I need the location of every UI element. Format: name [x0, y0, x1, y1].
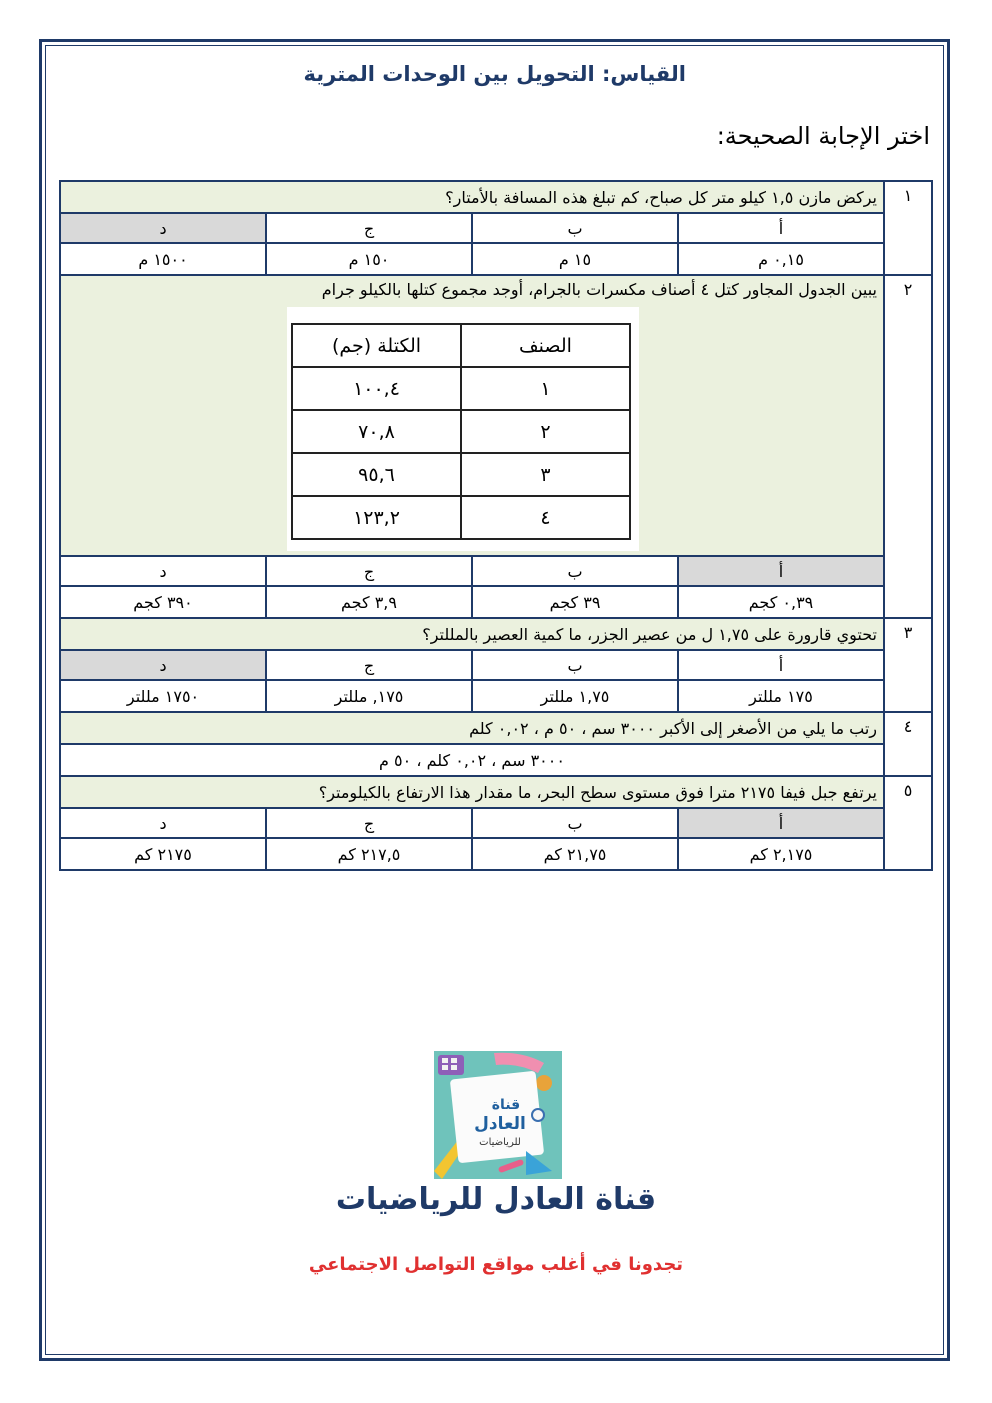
logo-text-line2: العادل	[474, 1114, 526, 1134]
question-1-text: يركض مازن ١,٥ كيلو متر كل صباح، كم تبلغ هذه المسافة بالأمتار؟	[60, 181, 884, 213]
mass-table-figure	[287, 307, 639, 551]
choice-label-b: ب	[472, 650, 678, 680]
choice-label-a: أ	[678, 213, 884, 243]
answer-3c[interactable]: ١٧٥, مللتر	[266, 680, 472, 712]
answer-3b[interactable]: ١,٧٥ مللتر	[472, 680, 678, 712]
mass-table-cell: ٢	[461, 410, 630, 453]
question-2-labels-row	[60, 556, 932, 586]
choice-label-a: أ	[678, 650, 884, 680]
answer-3d[interactable]: ١٧٥٠ مللتر	[60, 680, 266, 712]
question-2-number: ٢	[884, 275, 932, 618]
question-1-number: ١	[884, 181, 932, 275]
question-1-answers-row	[60, 243, 932, 275]
question-3-answers-row	[60, 680, 932, 712]
answer-5d[interactable]: ٢١٧٥ كم	[60, 838, 266, 870]
choice-label-b: ب	[472, 556, 678, 586]
answer-4-line[interactable]: ٣٠٠٠ سم ، ٠,٠٢ كلم ، ٥٠ م	[60, 744, 884, 776]
instruction-text: اختر الإجابة الصحيحة:	[716, 122, 930, 150]
mass-table-cell: ١٠٠,٤	[292, 367, 461, 410]
choice-label-b: ب	[472, 808, 678, 838]
quiz-table	[59, 180, 933, 871]
answer-1c[interactable]: ١٥٠ م	[266, 243, 472, 275]
choice-label-d: د	[60, 808, 266, 838]
question-2-cell	[60, 275, 884, 556]
answer-1b[interactable]: ١٥ م	[472, 243, 678, 275]
question-5-text: يرتفع جبل فيفا ٢١٧٥ مترا فوق مستوى سطح البحر، ما مقدار هذا الارتفاع بالكيلومتر؟	[60, 776, 884, 808]
social-media-note: تجدونا في أغلب مواقع التواصل الاجتماعي	[308, 1254, 684, 1275]
question-3-row	[60, 618, 932, 650]
question-5-row	[60, 776, 932, 808]
question-2-text: يبين الجدول المجاور كتل ٤ أصناف مكسرات بالجرام، أوجد مجموع كتلها بالكيلو جرام	[321, 280, 877, 299]
question-2-answers-row	[60, 586, 932, 618]
question-1-labels-row	[60, 213, 932, 243]
question-1-row	[60, 181, 932, 213]
question-5-answers-row	[60, 838, 932, 870]
choice-label-d-correct: د	[60, 213, 266, 243]
choice-label-c: ج	[266, 556, 472, 586]
choice-label-d-correct: د	[60, 650, 266, 680]
answer-2a[interactable]: ٠,٣٩ كجم	[678, 586, 884, 618]
channel-name: قناة العادل للرياضيات	[335, 1182, 657, 1217]
question-4-text: رتب ما يلي من الأصغر إلى الأكبر ٣٠٠٠ سم ، ٥٠ م ، ٠,٠٢ كلم	[60, 712, 884, 744]
answer-1d[interactable]: ١٥٠٠ م	[60, 243, 266, 275]
question-2-row	[60, 275, 932, 556]
logo-text-line1: قناة	[491, 1097, 521, 1113]
logo-text-line3: للرياضيات	[479, 1137, 521, 1148]
choice-label-a-correct: أ	[678, 808, 884, 838]
answer-5a[interactable]: ٢,١٧٥ كم	[678, 838, 884, 870]
question-4-row	[60, 712, 932, 744]
mass-table-cell: ٤	[461, 496, 630, 539]
answer-2d[interactable]: ٣٩٠ كجم	[60, 586, 266, 618]
mass-table-cell: ٧٠,٨	[292, 410, 461, 453]
question-4-answer-row	[60, 744, 932, 776]
mass-table-cell: ١	[461, 367, 630, 410]
mass-table-cell: ٣	[461, 453, 630, 496]
answer-5c[interactable]: ٢١٧,٥ كم	[266, 838, 472, 870]
answer-2c[interactable]: ٣,٩ كجم	[266, 586, 472, 618]
answer-3a[interactable]: ١٧٥ مللتر	[678, 680, 884, 712]
choice-label-c: ج	[266, 650, 472, 680]
answer-2b[interactable]: ٣٩ كجم	[472, 586, 678, 618]
question-3-labels-row	[60, 650, 932, 680]
channel-logo	[434, 1051, 562, 1179]
choice-label-d: د	[60, 556, 266, 586]
choice-label-c: ج	[266, 808, 472, 838]
choice-label-c: ج	[266, 213, 472, 243]
page-title: القياس: التحويل بين الوحدات المترية	[303, 62, 686, 86]
answer-1a[interactable]: ٠,١٥ م	[678, 243, 884, 275]
mass-table-cell: ٩٥,٦	[292, 453, 461, 496]
mass-table-header-mass: الكتلة (جم)	[292, 324, 461, 367]
question-3-text: تحتوي قارورة على ١,٧٥ ل من عصير الجزر، ما كمية العصير بالمللتر؟	[60, 618, 884, 650]
answer-5b[interactable]: ٢١,٧٥ كم	[472, 838, 678, 870]
mass-table	[291, 323, 631, 540]
question-5-labels-row	[60, 808, 932, 838]
question-4-number: ٤	[884, 712, 932, 776]
logo-artwork-icon	[434, 1051, 562, 1179]
mass-table-header-type: الصنف	[461, 324, 630, 367]
choice-label-b: ب	[472, 213, 678, 243]
choice-label-a-correct: أ	[678, 556, 884, 586]
question-5-number: ٥	[884, 776, 932, 870]
question-3-number: ٣	[884, 618, 932, 712]
mass-table-cell: ١٢٣,٢	[292, 496, 461, 539]
